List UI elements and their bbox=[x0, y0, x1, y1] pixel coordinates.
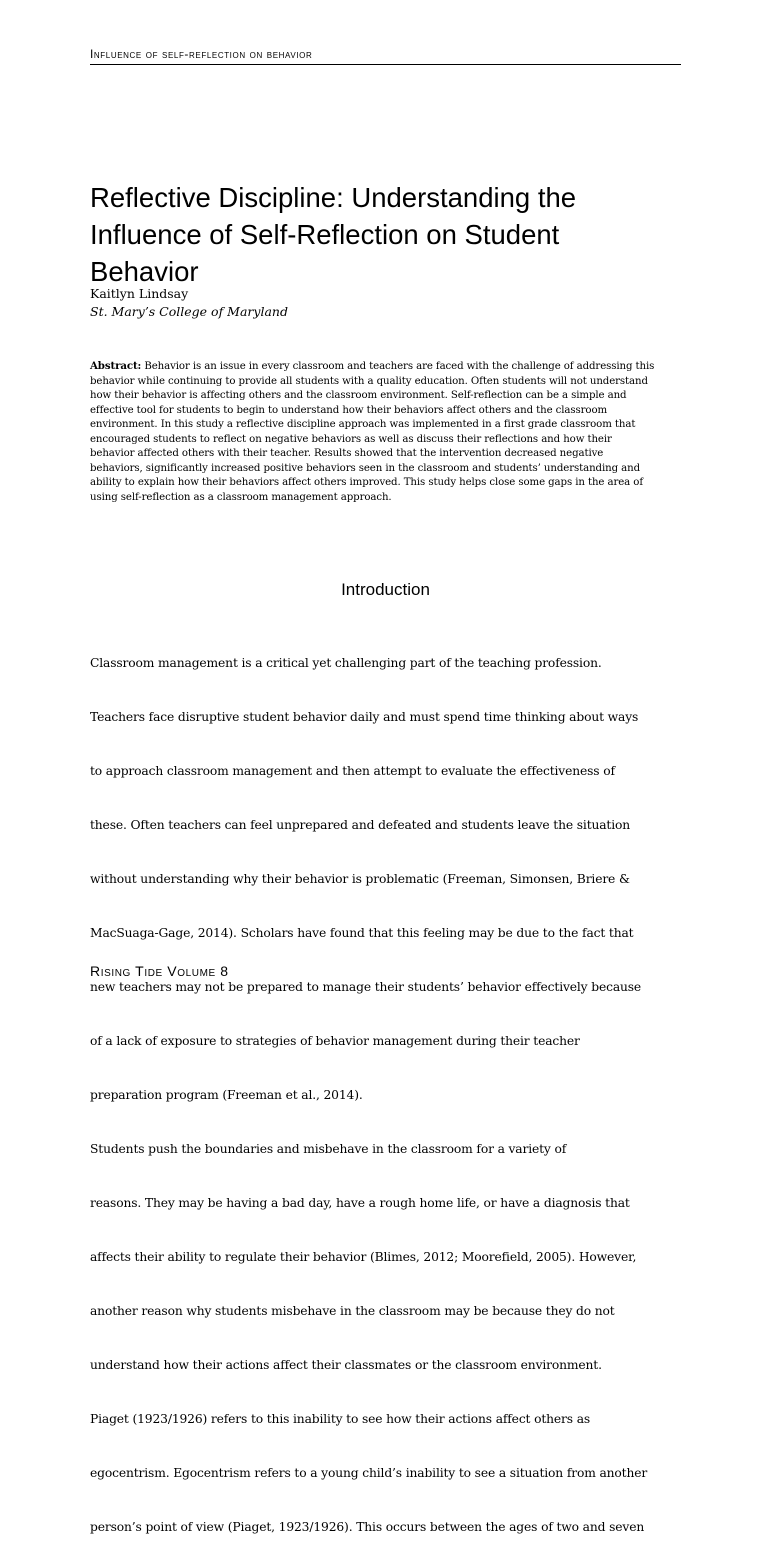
abstract bbox=[90, 359, 690, 505]
article-title bbox=[90, 179, 690, 290]
body-line: egocentrism. Egocentrism refers to a young child’s inability to see a situation from another bbox=[90, 1466, 648, 1480]
body-line: Students push the boundaries and misbehave in the classroom for a variety of bbox=[90, 1142, 567, 1156]
abstract-line: encouraged students to reflect on negative behaviors as well as discuss their reflections and how their bbox=[90, 433, 612, 445]
body-line: understand how their actions affect their classmates or the classroom environment. bbox=[90, 1358, 602, 1372]
abstract-line: environment. In this study a reflective discipline approach was implemented in a first grade classroom that bbox=[90, 419, 636, 431]
body-line: MacSuaga-Gage, 2014). Scholars have found that this feeling may be due to the fact that bbox=[90, 926, 634, 940]
abstract-line bbox=[90, 359, 690, 375]
body-line: new teachers may not be prepared to manage their students’ behavior effectively because bbox=[90, 980, 642, 994]
body-line: to approach classroom management and then attempt to evaluate the effectiveness of bbox=[90, 764, 615, 778]
title-line: Behavior bbox=[90, 256, 199, 287]
author-affiliation: St. Mary’s College of Maryland bbox=[90, 304, 288, 319]
abstract-line: using self-reflection as a classroom management approach. bbox=[90, 491, 392, 503]
running-header: Influence of self-reflection on behavior bbox=[90, 46, 681, 65]
title-line: Reflective Discipline: Understanding the bbox=[90, 182, 577, 213]
body-line: person’s point of view (Piaget, 1923/1926). This occurs between the ages of two and seven bbox=[90, 1520, 645, 1534]
title-line: Influence of Self-Reflection on Student bbox=[90, 219, 560, 250]
body-line: of a lack of exposure to strategies of behavior management during their teacher bbox=[90, 1034, 580, 1048]
author-name: Kaitlyn Lindsay bbox=[90, 286, 189, 301]
abstract-line: behaviors, significantly increased positive behaviors seen in the classroom and students’ understanding and bbox=[90, 462, 640, 474]
body-line: Piaget (1923/1926) refers to this inability to see how their actions affect others as bbox=[90, 1412, 591, 1426]
body-line: Teachers face disruptive student behavior daily and must spend time thinking about ways bbox=[90, 710, 639, 724]
abstract-line: ability to explain how their behaviors affect others improved. This study helps close some gaps in the area of bbox=[90, 477, 643, 489]
body-line: these. Often teachers can feel unprepared and defeated and students leave the situation bbox=[90, 818, 631, 832]
introduction-body bbox=[90, 618, 690, 1554]
abstract-text: Behavior is an issue in every classroom and teachers are faced with the challenge of addressing this bbox=[141, 361, 655, 372]
body-line: Classroom management is a critical yet challenging part of the teaching profession. bbox=[90, 656, 602, 670]
body-line: affects their ability to regulate their behavior (Blimes, 2012; Moorefield, 2005). However, bbox=[90, 1250, 637, 1264]
body-line: another reason why students misbehave in the classroom may be because they do not bbox=[90, 1304, 615, 1318]
body-line: reasons. They may be having a bad day, have a rough home life, or have a diagnosis that bbox=[90, 1196, 630, 1210]
abstract-line: behavior while continuing to provide all students with a quality education. Often students will not understand bbox=[90, 375, 648, 387]
body-line: preparation program (Freeman et al., 2014). bbox=[90, 1088, 363, 1102]
section-heading-introduction: Introduction bbox=[341, 580, 430, 599]
abstract-label: Abstract: bbox=[90, 360, 142, 372]
abstract-line: effective tool for students to begin to understand how their behaviors affect others and the classroom bbox=[90, 404, 608, 416]
abstract-line: how their behavior is affecting others and the classroom environment. Self-reflection can be a simple and bbox=[90, 390, 627, 402]
running-footer: Rising Tide Volume 8 bbox=[90, 963, 229, 979]
body-line: without understanding why their behavior is problematic (Freeman, Simonsen, Briere & bbox=[90, 872, 630, 886]
abstract-line: behavior affected others with their teacher. Results showed that the intervention decreased negative bbox=[90, 448, 604, 460]
